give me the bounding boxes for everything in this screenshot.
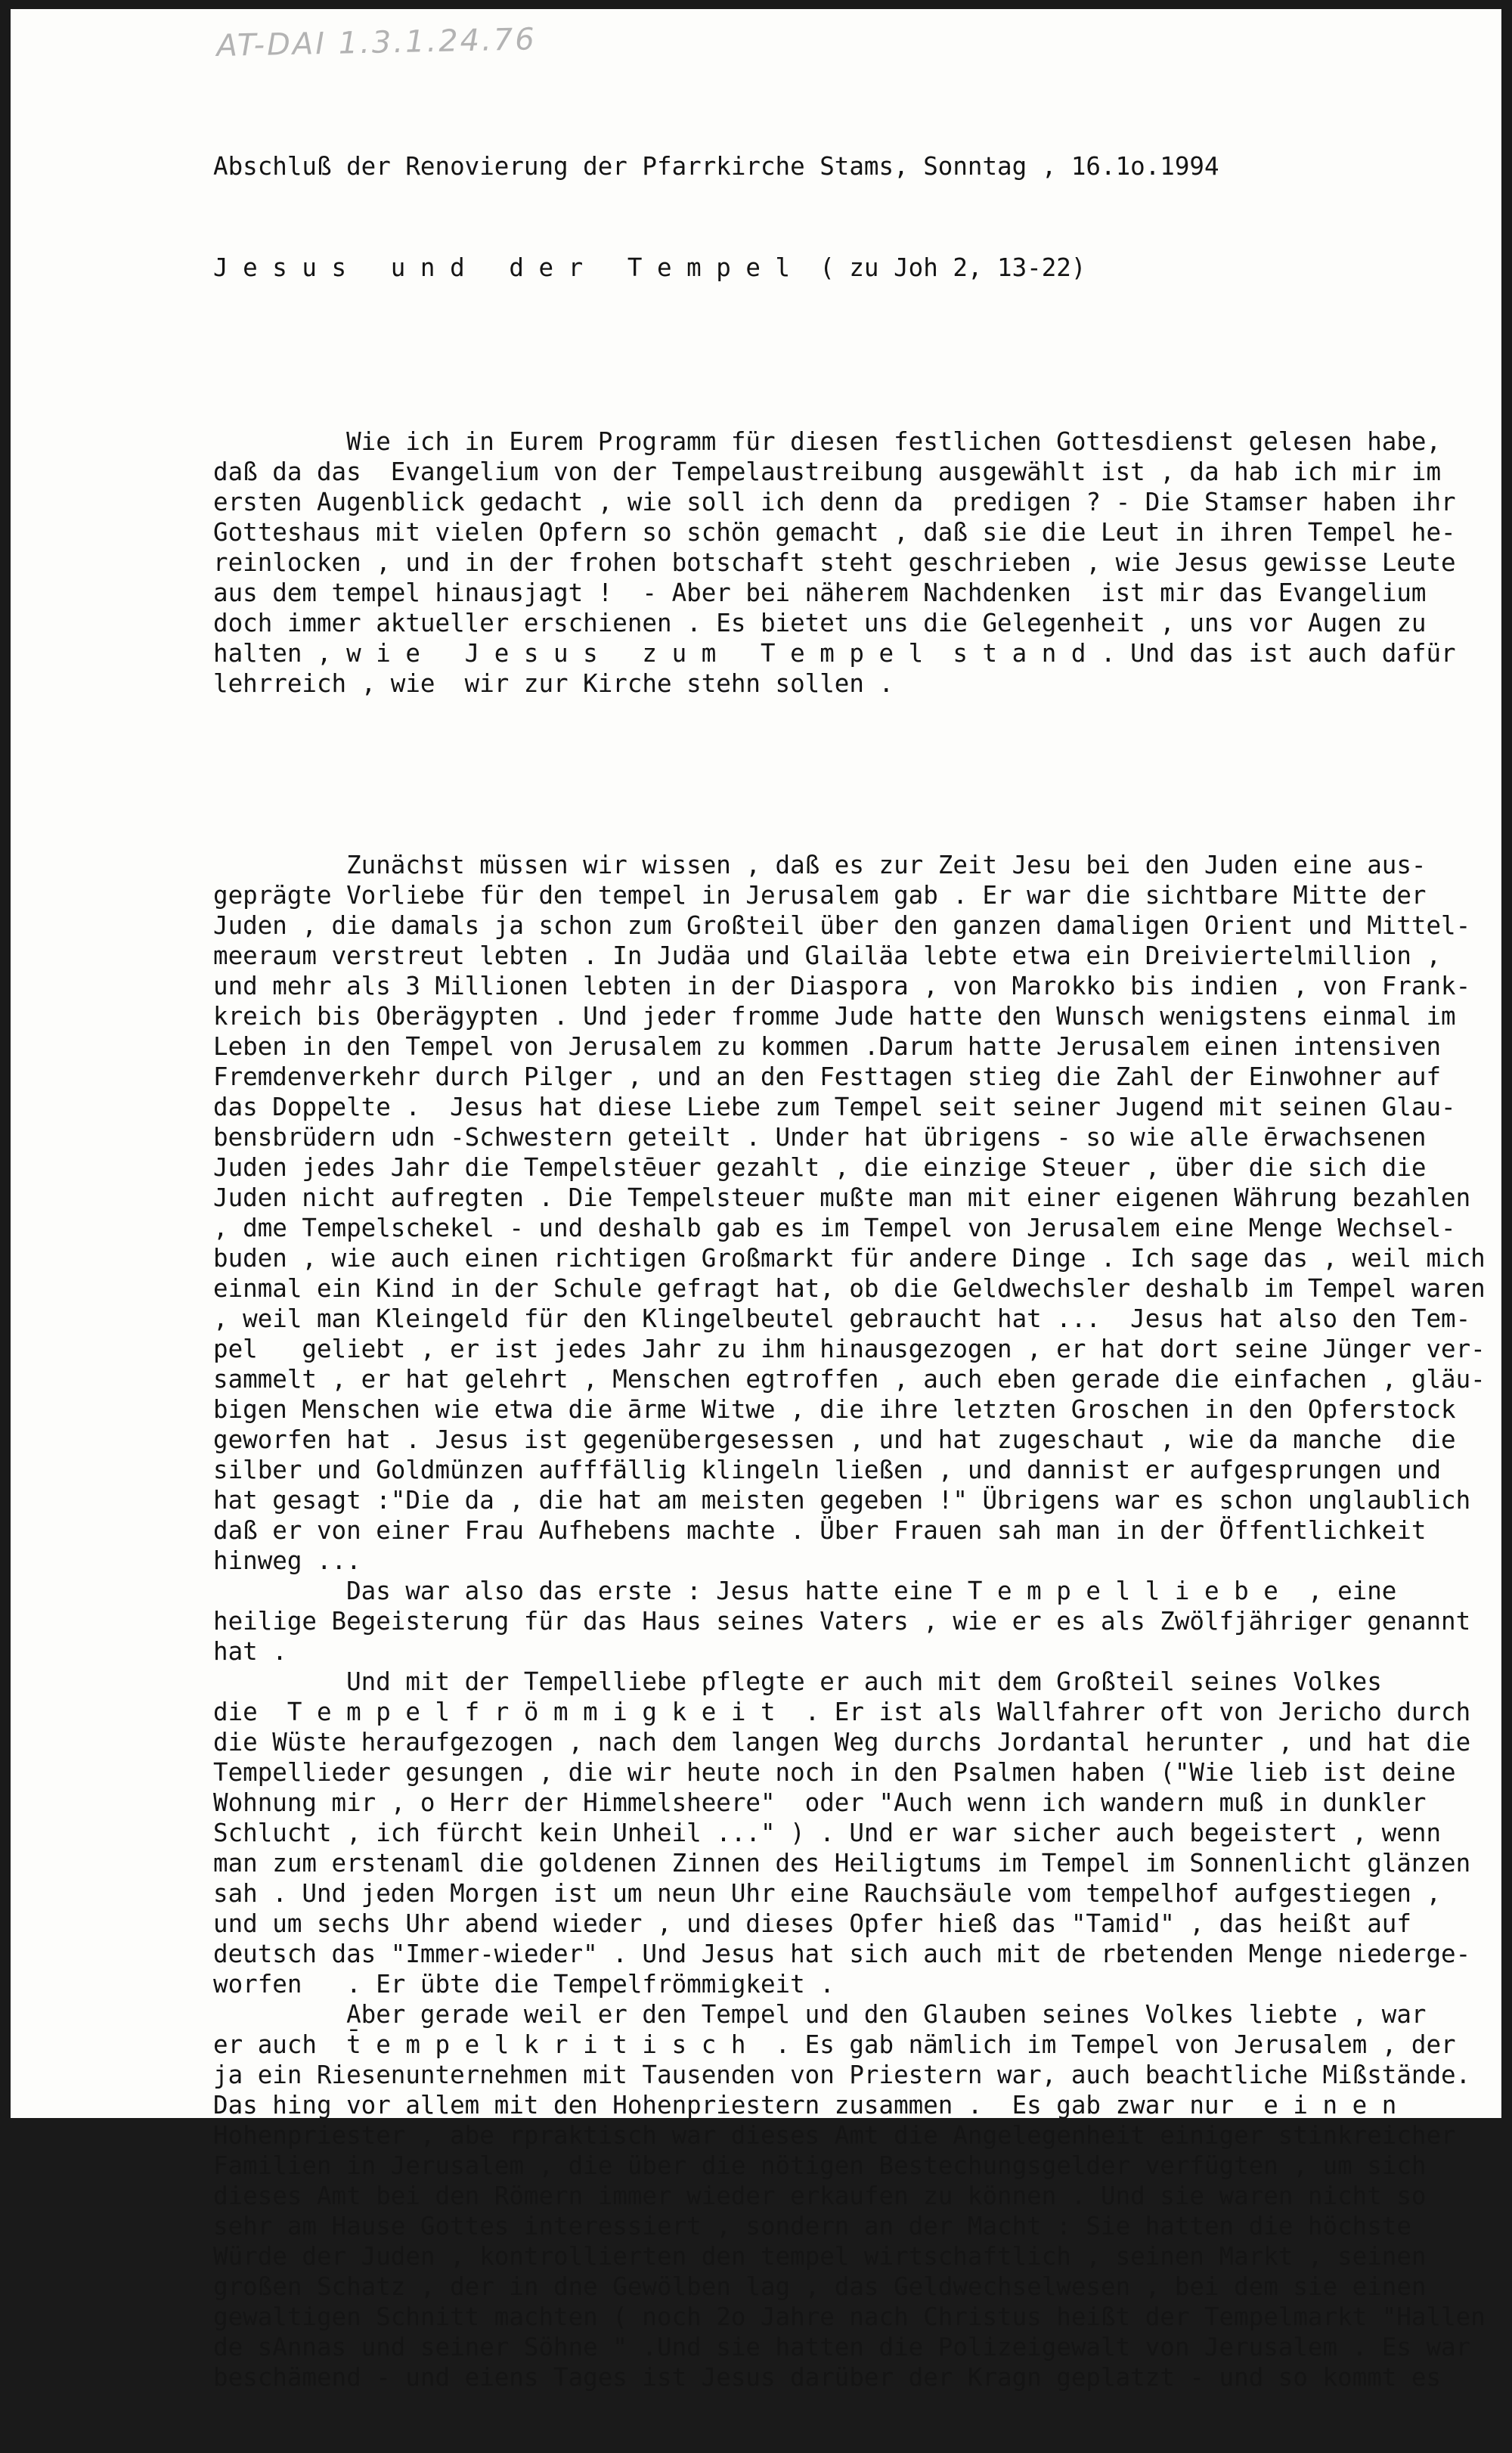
text-line: pel geliebt , er ist jedes Jahr zu ihm hinausgezogen , er hat dort seine Jünger ver-	[213, 1335, 1486, 1363]
text-line: worfen . Er übte die Tempelfrömmigkeit .	[213, 1970, 835, 1999]
text-line: hat .	[213, 1637, 287, 1666]
text-line: kreich bis Oberägypten . Und jeder fromme Jude hatte den Wunsch wenigstens einmal im	[213, 1002, 1456, 1031]
document-page	[11, 9, 1501, 2392]
text-line: dieses Amt bei den Römern immer wieder erkaufen zu können . Und sie waren nicht so	[213, 2182, 1427, 2210]
text-line: Juden nicht aufregten . Die Tempelsteuer mußte man mit einer eigenen Währung bezahlen	[213, 1183, 1471, 1212]
text-line: Wie ich in Eurem Programm für diesen festlichen Gottesdienst gelesen habe,	[213, 427, 1442, 456]
text-line: die Wüste heraufgezogen , nach dem langen Weg durchs Jordantal herunter , und hat die	[213, 1728, 1471, 1757]
text-line: , weil man Kleingeld für den Klingelbeutel gebraucht hat ... Jesus hat also den Tem-	[213, 1304, 1471, 1333]
text-line: man zum erstenaml die goldenen Zinnen des Heiligtums im Tempel im Sonnenlicht glänzen	[213, 1849, 1471, 1878]
text-line: und um sechs Uhr abend wieder , und dieses Opfer hieß das "Tamid" , das heißt auf	[213, 1909, 1411, 1938]
sermon-heading: J e s u s u n d d e r T e m p e l ( zu Joh 2, 13-22)	[213, 253, 1086, 282]
text-line: Würde der Juden , kontrollierten den tempel wirtschaftlich , seinen Markt , seinen	[213, 2242, 1427, 2271]
text-line: ja ein Riesenunternehmen mit Tausenden von Priestern war, auch beachtliche Mißstände.	[213, 2061, 1471, 2089]
archive-reference-mark: AT-DAI 1.3.1.24.76	[216, 22, 538, 64]
text-line: Gotteshaus mit vielen Opfern so schön gemacht , daß sie die Leut in ihren Tempel he-	[213, 518, 1456, 547]
text-line: Das hing vor allem mit den Hohenpriestern zusammen . Es gab zwar nur e i n e n	[213, 2091, 1397, 2120]
text-line: buden , wie auch einen richtigen Großmarkt für andere Dinge . Ich sage das , weil mich	[213, 1244, 1486, 1273]
text-line: aus dem tempel hinausjagt ! - Aber bei näherem Nachdenken ist mir das Evangelium	[213, 578, 1427, 607]
text-line: meeraum verstreut lebten . In Judäa und Glailäa lebte etwa ein Dreiviertelmillion ,	[213, 941, 1442, 970]
text-line: Hohenpriester , abe rpraktisch war dieses Amt die Angelegenheit einiger stinkreicher	[213, 2121, 1456, 2150]
text-line: beschämend - und eiens Tages ist Jesus darüber der Kragn geplatzt - und so kommt es	[213, 2363, 1442, 2392]
text-line: daß er von einer Frau Aufhebens machte . Über Frauen sah man in der Öffentlichkeit	[213, 1516, 1427, 1545]
text-line: Und mit der Tempelliebe pflegte er auch mit dem Großteil seines Volkes	[213, 1667, 1382, 1696]
text-line: halten , w i e J e s u s z u m T e m p e l s t a n d . Und das ist auch dafür	[213, 639, 1456, 668]
text-line: Tempellieder gesungen , die wir heute noch in den Psalmen haben ("Wie lieb ist deine	[213, 1758, 1456, 1787]
text-line: geprägte Vorliebe für den tempel in Jerusalem gab . Er war die sichtbare Mitte der	[213, 881, 1427, 910]
text-line: Aber gerade weil er den Tempel und den Glauben seines Volkes liebte , war	[213, 2000, 1427, 2029]
text-line: silber und Goldmünzen aufffällig klingeln ließen , und dannist er aufgesprungen und	[213, 1456, 1442, 1484]
text-line: lehrreich , wie wir zur Kirche stehn sollen .	[213, 669, 894, 698]
text-line: Schlucht , ich fürcht kein Unheil ..." ) . Und er war sicher auch begeistert , wenn	[213, 1819, 1442, 1847]
text-line: Das war also das erste : Jesus hatte eine T e m p e l l i e b e , eine	[213, 1577, 1397, 1605]
text-line: hat gesagt :"Die da , die hat am meisten gegeben !" Übrigens war es schon unglaublich	[213, 1486, 1471, 1515]
text-line: Fremdenverkehr durch Pilger , und an den Festtagen stieg die Zahl der Einwohner auf	[213, 1062, 1442, 1091]
text-line: ersten Augenblick gedacht , wie soll ich denn da predigen ? - Die Stamser haben ihr	[213, 488, 1456, 516]
text-line: die T e m p e l f r ö m m i g k e i t . Er ist als Wallfahrer oft von Jericho durch	[213, 1698, 1471, 1726]
text-line: Zunächst müssen wir wissen , daß es zur Zeit Jesu bei den Juden eine aus-	[213, 851, 1427, 879]
text-line: und mehr als 3 Millionen lebten in der Diaspora , von Marokko bis indien , von Frank-	[213, 972, 1471, 1000]
text-line: bigen Menschen wie etwa die ārme Witwe , die ihre letzten Groschen in den Opferstock	[213, 1395, 1456, 1424]
spacer	[213, 348, 1491, 366]
text-line: hinweg ...	[213, 1546, 361, 1575]
text-line: er auch t̄ e m p e l k r i t i s c h . Es gab nämlich im Tempel von Jerusalem , der	[213, 2030, 1456, 2059]
text-line: Juden jedes Jahr die Tempelstēuer gezahlt , die einzige Steuer , über die sich die	[213, 1153, 1427, 1182]
text-line: sehr am Hause Gottes interessiert , sondern an der Macht : Sie hatten die höchste	[213, 2212, 1411, 2241]
text-line: Wohnung mir , o Herr der Himmelsheere" oder "Auch wenn ich wandern muß in dunkler	[213, 1788, 1427, 1817]
paragraph-2	[213, 850, 1491, 2393]
typewritten-text	[213, 85, 1491, 2453]
text-line: Familien in Jerusalem , die über die nötigen Bestechungsgelder verfügten , um sich	[213, 2151, 1427, 2180]
text-line: das Doppelte . Jesus hat diese Liebe zum Tempel seit seiner Jugend mit seinen Glau-	[213, 1093, 1456, 1121]
text-line: geworfen hat . Jesus ist gegenübergesessen , und hat zugeschaut , wie da manche die	[213, 1425, 1456, 1454]
text-line: Leben in den Tempel von Jerusalem zu kommen .Darum hatte Jerusalem einen intensiven	[213, 1032, 1442, 1061]
text-line: Juden , die damals ja schon zum Großteil über den ganzen damaligen Orient und Mittel-	[213, 911, 1471, 940]
document-title: Abschluß der Renovierung der Pfarrkirche Stams, Sonntag , 16.1o.1994	[213, 152, 1219, 181]
spacer	[213, 759, 1491, 789]
text-line: de sAnnas und seiner Söhne " .Und sie hatten die Polizeigewalt von Jerusalem . Es war	[213, 2333, 1471, 2362]
text-line: bensbrüdern udn -Schwestern geteilt . Under hat übrigens - so wie alle ērwachsenen	[213, 1123, 1427, 1152]
text-line: , dme Tempelschekel - und deshalb gab es im Tempel von Jerusalem eine Menge Wechsel-	[213, 1214, 1456, 1242]
text-line: reinlocken , und in der frohen botschaft steht geschrieben , wie Jesus gewisse Leute	[213, 548, 1456, 577]
text-line: sammelt , er hat gelehrt , Menschen egtroffen , auch eben gerade die einfachen , gläu-	[213, 1365, 1486, 1394]
text-line: doch immer aktueller erschienen . Es bietet uns die Gelegenheit , uns vor Augen zu	[213, 609, 1427, 637]
text-line: gewaltigen Schnitt machten ( noch 2o Jahre nach Christus heißt der Tempelmarkt "Hallen	[213, 2303, 1486, 2331]
text-line: deutsch das "Immer-wieder" . Und Jesus hat sich auch mit de rbetenden Menge niederge-	[213, 1940, 1471, 1968]
paragraph-1	[213, 426, 1491, 699]
text-line: daß da das Evangelium von der Tempelaustreibung ausgewählt ist , da hab ich mir im	[213, 457, 1442, 486]
text-line: heilige Begeisterung für das Haus seines Vaters , wie er es als Zwölfjähriger genannt	[213, 1607, 1471, 1636]
text-line: sah . Und jeden Morgen ist um neun Uhr eine Rauchsäule vom tempelhof aufgestiegen ,	[213, 1879, 1442, 1908]
text-line: einmal ein Kind in der Schule gefragt hat, ob die Geldwechsler deshalb im Tempel waren	[213, 1274, 1486, 1303]
text-line: großen Schatz , der in dne Gewölben lag , das Geldwechselwesen , bei dem sie einen	[213, 2272, 1427, 2301]
